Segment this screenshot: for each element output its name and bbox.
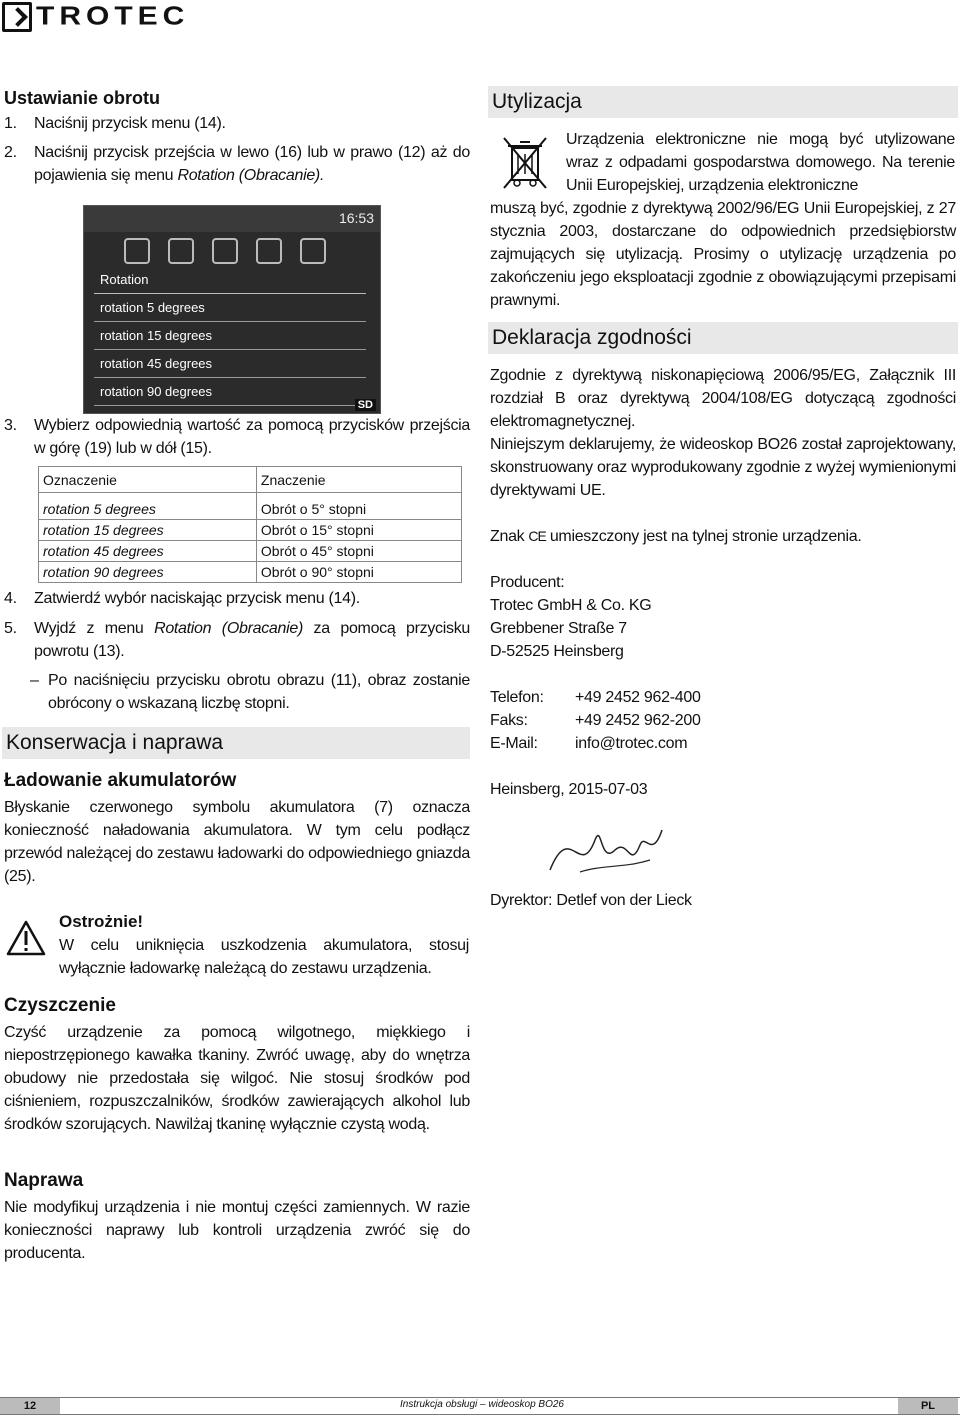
repair-title: Naprawa xyxy=(4,1170,84,1191)
disposal-text-part1: Urządzenia elektroniczne nie mogą być utylizowane wraz z odpadami gospodarstwa domowego. Na terenie Unii Europejskiej, urządzenia elektroniczne xyxy=(566,131,955,194)
sd-icon xyxy=(256,238,282,264)
step-2 xyxy=(4,141,470,187)
conformity-paragraph-2: Niniejszym deklarujemy, że wideoskop BO26 został zaprojektowany, skonstruowany oraz wyprodukowany zgodnie z wyżej wymienionymi dyrektywami UE. xyxy=(490,436,956,499)
menu-item: rotation 90 degrees xyxy=(94,378,366,406)
trotec-logo xyxy=(2,2,189,32)
contact-list xyxy=(490,686,956,755)
contact-label: E-Mail: xyxy=(490,735,538,752)
director-block xyxy=(490,889,956,912)
step-text-italic: Rotation (Obracanie) xyxy=(154,620,303,637)
contact-label: Faks: xyxy=(490,712,528,729)
contact-label: Telefon: xyxy=(490,689,544,706)
signature-image xyxy=(540,810,670,885)
step-text: Wybierz odpowiednią wartość za pomocą przycisków przejścia w górę (19) lub w dół (15). xyxy=(34,417,470,457)
menu-item: rotation 45 degrees xyxy=(94,350,366,378)
step-3 xyxy=(4,414,470,460)
cleaning-section xyxy=(4,995,470,1136)
screenshot-menu xyxy=(94,266,366,406)
step-5-note xyxy=(4,669,470,715)
crossed-bin-icon xyxy=(500,134,550,192)
conformity-section xyxy=(490,364,956,801)
step-text: Wyjdź z menu xyxy=(34,620,155,637)
step-text-italic: Rotation (Obracanie). xyxy=(177,167,325,184)
repair-text: Nie modyfikuj urządzenia i nie montuj części zamiennych. W razie konieczności naprawy lub kontroli urządzenia zwróć się do producenta. xyxy=(4,1199,470,1262)
caution-block xyxy=(59,912,469,980)
disposal-title: Utylizacja xyxy=(488,86,958,118)
table-row xyxy=(39,520,462,541)
camera-icon xyxy=(124,238,150,264)
logo-arrow-icon xyxy=(2,2,32,32)
conformity-header xyxy=(488,322,958,354)
maintenance-title: Konserwacja i naprawa xyxy=(2,727,470,759)
menu-item: rotation 15 degrees xyxy=(94,322,366,350)
table-cell: rotation 45 degrees xyxy=(39,541,257,562)
step-text: Zatwierdź wybór naciskając przycisk menu (14). xyxy=(34,590,360,607)
brand-name: TROTEC xyxy=(36,2,190,31)
table-cell: rotation 5 degrees xyxy=(39,493,257,520)
contact-value: +49 2452 962-400 xyxy=(575,689,701,706)
table-row xyxy=(39,541,462,562)
step-text: za pomocą przycisku powrotu (13). xyxy=(34,620,470,660)
contact-row xyxy=(490,686,956,709)
step-1 xyxy=(4,112,470,135)
producer-line: Trotec GmbH & Co. KG xyxy=(490,597,652,614)
ce-text-after: umieszczony jest na tylnej stronie urządzenia. xyxy=(549,528,862,545)
table-cell: rotation 90 degrees xyxy=(39,562,257,583)
producer-line: Grebbener Straße 7 xyxy=(490,620,627,637)
maintenance-section xyxy=(2,727,470,759)
conformity-title: Deklaracja zgodności xyxy=(488,322,958,354)
screenshot-topbar xyxy=(84,206,380,232)
table-header: Oznaczenie xyxy=(39,467,257,493)
step-text: Naciśnij przycisk menu (14). xyxy=(34,115,226,132)
table-row xyxy=(39,562,462,583)
repair-section xyxy=(4,1170,470,1265)
producer-line: D-52525 Heinsberg xyxy=(490,643,624,660)
step-text: Naciśnij przycisk przejścia w lewo (16) lub w prawo (12) aż do pojawienia się menu xyxy=(34,144,470,184)
producer-label: Producent: xyxy=(490,574,565,591)
sd-card-badge: SD xyxy=(355,399,376,411)
screenshot-clock: 16:53 xyxy=(338,210,374,226)
disposal-text-rest-block xyxy=(490,197,956,312)
charging-section xyxy=(4,770,470,888)
step-number: 3. xyxy=(4,417,17,434)
ce-mark-icon: CE xyxy=(528,528,546,544)
table-row xyxy=(39,493,462,520)
step-number: 2. xyxy=(4,144,17,161)
step-number: 4. xyxy=(4,590,17,607)
table-header: Znaczenie xyxy=(256,467,461,493)
caution-title: Ostrożnie! xyxy=(59,912,144,931)
step-3-block xyxy=(4,414,470,460)
monitor-icon xyxy=(168,238,194,264)
disposal-text-indented xyxy=(566,128,955,197)
rotation-section xyxy=(4,88,470,187)
footer-title: Instrukcja obsługi – wideoskop BO26 xyxy=(400,1399,564,1410)
cleaning-title: Czyszczenie xyxy=(4,995,116,1016)
rotation-table xyxy=(38,466,462,583)
cleaning-text: Czyść urządzenie za pomocą wilgotnego, miękkiego i niepostrzępionego kawałka tkaniny. Zwróć uwagę, aby do wnętrza obudowy nie przedostała się wilgoć. Nie stosuj środków pod ciśnieniem, rozpuszczalników, środków zawierających alkohol lub środków szorujących. Nawilżaj tkaninę wyłącznie czystą wodą. xyxy=(4,1024,470,1133)
power-icon xyxy=(212,238,238,264)
note-text: Po naciśnięciu przycisku obrotu obrazu (11), obraz zostanie obrócony o wskazaną liczbę stopni. xyxy=(48,672,470,712)
conformity-paragraph-1: Zgodnie z dyrektywą niskonapięciową 2006/95/EG, Załącznik III rozdział B oraz dyrektywą 2004/108/EG dotyczącą zgodności elektromagnetycznej. xyxy=(490,367,956,430)
settings-icon xyxy=(300,238,326,264)
menu-item: Rotation xyxy=(94,266,366,294)
step-number: 5. xyxy=(4,620,17,637)
charging-title: Ładowanie akumulatorów xyxy=(4,770,237,791)
step-4 xyxy=(4,587,470,610)
screenshot-icon-row xyxy=(124,238,381,268)
page-footer xyxy=(0,1397,960,1415)
dash-marker: – xyxy=(30,672,39,689)
device-screenshot xyxy=(83,205,381,414)
step-5 xyxy=(4,617,470,663)
warning-triangle-icon xyxy=(6,920,46,956)
contact-row xyxy=(490,709,956,732)
director-name: Dyrektor: Detlef von der Lieck xyxy=(490,892,692,909)
disposal-header xyxy=(488,86,958,118)
table-cell: Obrót o 5° stopni xyxy=(256,493,461,520)
step-number: 1. xyxy=(4,115,17,132)
menu-item: rotation 5 degrees xyxy=(94,294,366,322)
table-header-row xyxy=(39,467,462,493)
page-number: 12 xyxy=(0,1398,60,1414)
table-cell: Obrót o 15° stopni xyxy=(256,520,461,541)
contact-value: info@trotec.com xyxy=(575,735,688,752)
ce-statement xyxy=(490,525,956,548)
language-code: PL xyxy=(898,1398,958,1414)
table-cell: Obrót o 45° stopni xyxy=(256,541,461,562)
rotation-title: Ustawianie obrotu xyxy=(4,88,161,108)
ce-text-before: Znak xyxy=(490,528,525,545)
disposal-text-part2: muszą być, zgodnie z dyrektywą 2002/96/EG Unii Europejskiej, z 27 stycznia 2003, dostarczane do odpowiednich przedsiębiorstw zajmujących się utylizacją. Prosimy o utylizację urządzenia po zakończeniu jego eksploatacji zgodnie z obowiązującymi przepisami prawnymi. xyxy=(490,200,956,309)
table-cell: rotation 15 degrees xyxy=(39,520,257,541)
steps-4-5 xyxy=(4,587,470,715)
caution-text: W celu uniknięcia uszkodzenia akumulatora, stosuj wyłącznie ładowarkę należącą do zestawu urządzenia. xyxy=(59,937,469,977)
contact-value: +49 2452 962-200 xyxy=(575,712,701,729)
place-date: Heinsberg, 2015-07-03 xyxy=(490,781,648,798)
table-cell: Obrót o 90° stopni xyxy=(256,562,461,583)
contact-row xyxy=(490,732,956,755)
charging-text: Błyskanie czerwonego symbolu akumulatora (7) oznacza konieczność naładowania akumulatora. W tym celu podłącz przewód należącej do zestawu ładowarki do odpowiedniego gniazda (25). xyxy=(4,799,470,885)
